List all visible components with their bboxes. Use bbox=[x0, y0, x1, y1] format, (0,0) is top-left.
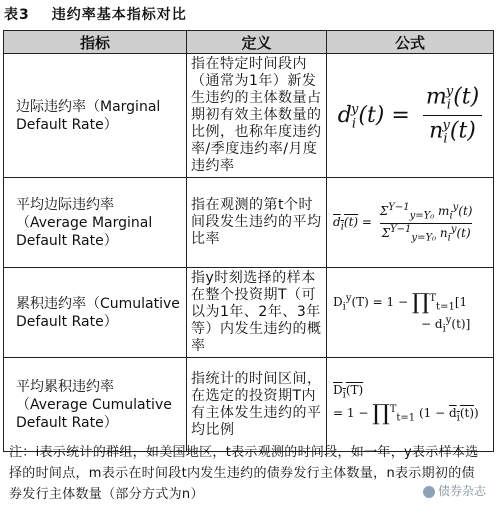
indicator-name: 累积违约率（Cumulative Default Rate） bbox=[4, 268, 187, 358]
indicator-definition: 指在特定时间段内（通常为1年）新发生违约的主体数量占期初有效主体数量的比例，也称年度违约率/季度违约率/月度违约率 bbox=[187, 54, 327, 178]
indicator-name: 平均边际违约率（Average Marginal Default Rate） bbox=[4, 178, 187, 268]
header-definition: 定义 bbox=[187, 31, 327, 54]
header-row bbox=[4, 31, 494, 54]
wechat-icon bbox=[423, 486, 435, 498]
header-formula: 公式 bbox=[327, 31, 494, 54]
table-caption bbox=[4, 4, 209, 24]
formula-cumulative: $D_i^y(T) = 1$ − ∏$^T_{t=1}$[1 − $d_i^y(t)$] bbox=[327, 268, 494, 358]
indicator-name: 平均累积违约率（Average Cumulative Default Rate） bbox=[4, 358, 187, 452]
table-row bbox=[4, 268, 494, 358]
table-row bbox=[4, 178, 494, 268]
formula-average-cumulative: $D_i(T)$ = 1 − ∏$^T_{t=1}$ $(1 - d_i(t))$ bbox=[327, 358, 494, 452]
indicator-definition: 指统计的时间区间，在选定的投资期T内有主体发生违约的平均比例 bbox=[187, 358, 327, 452]
formula-marginal: $d_i^y(t)$ = $\frac{m_i^y(t)}{n_i^y(t)}$ bbox=[327, 54, 494, 178]
formula-average-marginal: $d_i(t)$ = $\frac{\Sigma^{Y-1}_{y=Y_0} m_i^y(t)}{\Sigma^{Y-1}_{y=Y_0} n_i^y(t)}$ bbox=[327, 178, 494, 268]
table-title: 违约率基本指标对比 bbox=[51, 7, 187, 23]
table-number: 表3 bbox=[4, 7, 30, 23]
indicator-name: 边际违约率（Marginal Default Rate） bbox=[4, 54, 187, 178]
indicator-definition: 指在观测的第t个时间段发生违约的平均比率 bbox=[187, 178, 327, 268]
table-row bbox=[4, 54, 494, 178]
header-indicator: 指标 bbox=[4, 31, 187, 54]
default-rate-table bbox=[3, 30, 494, 452]
indicator-definition: 指y时刻选择的样本在整个投资期T（可以为1年、2年、3年等）内发生违约的概率 bbox=[187, 268, 327, 358]
watermark: 债券杂志 bbox=[423, 482, 486, 499]
table-note: 注：i表示统计的群组，如美国地区，t表示观测的时间段，如一年，y表示样本选择的时间点，m表示在时间段t内发生违约的债券发行主体数量，n表示期初的债券发行主体数量（部分方式为n） bbox=[9, 445, 479, 502]
